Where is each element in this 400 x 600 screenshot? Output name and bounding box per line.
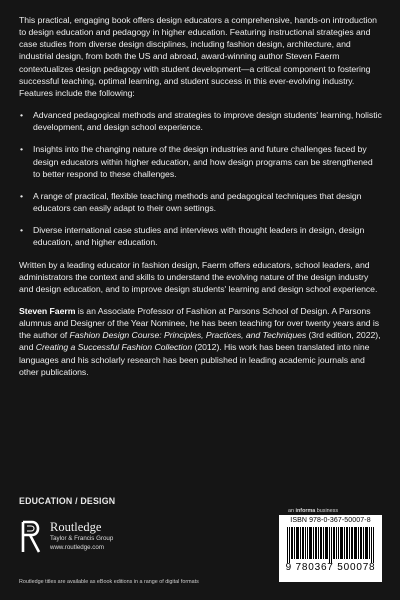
author-bio (19, 305, 382, 378)
feature-item (19, 143, 382, 179)
feature-text: Advanced pedagogical methods and strategies to improve design students' learning, holistic development, and design school experience. (33, 110, 382, 133)
description-intro: This practical, engaging book offers design educators a comprehensive, hands-on introduction to design education and pedagogy in higher education. Featuring instructional strategies and case studies from diverse design disciplines, including fashion design, architecture, and industrial design, from both the US and abroad, award-winning author Steven Faerm contextualizes design pedagogy with student development—a critical component to fostering successful teaching, optimal learning, and student success in this ever-evolving industry. Features include the following: (19, 15, 377, 98)
book-title: Creating a Successful Fashion Collection (35, 342, 193, 353)
book-title: Fashion Design Course: Principles, Practices, and Techniques (69, 330, 307, 341)
routledge-r-logo-icon (19, 520, 45, 554)
publisher-block (19, 520, 169, 560)
informa-brand: informa (295, 508, 316, 514)
publisher-name: Routledge (50, 520, 102, 534)
barcode-number: 9 780367 500078 (285, 562, 376, 573)
book-description (19, 14, 382, 378)
publisher-group: Taylor & Francis Group (50, 535, 114, 542)
feature-text: Insights into the changing nature of the design industries and future challenges faced by design educators within higher education, and how design programs can be strengthened to better respond to these challenges. (33, 144, 373, 179)
feature-item (19, 224, 382, 248)
author-name: Steven Faerm (19, 305, 76, 316)
bullet-icon: • (20, 144, 23, 155)
bullet-icon: • (20, 225, 23, 236)
business-prefix: an (288, 508, 296, 514)
bullet-icon: • (20, 190, 23, 201)
business-suffix: business (315, 508, 339, 514)
subject-category: EDUCATION / DESIGN (19, 496, 116, 506)
feature-text: A range of practical, flexible teaching methods and pedagogical techniques that design educators can easily adapt to their own settings. (33, 190, 362, 214)
feature-list (19, 109, 382, 248)
description-closing: Written by a leading educator in fashion design, Faerm offers educators, school leaders, and administrators the context and skills to understand the evolving nature of the design industry and design education, and to improve design students' learning and design school experience. (19, 259, 378, 294)
publisher-url: www.routledge.com (50, 544, 104, 551)
bullet-icon: • (20, 110, 23, 121)
author-bio-text: (3rd edition, 2022), and (19, 330, 381, 353)
feature-item (19, 190, 382, 214)
author-bio-text: is an Associate Professor of Fashion at Parsons School of Design. A Parsons alumnus and Designer of the Year Nominee, he has been teaching for over twenty years and is the author of (19, 305, 380, 341)
informa-business-line (288, 508, 338, 514)
isbn-label: ISBN 978-0-367-50007-8 (290, 517, 371, 524)
feature-item (19, 109, 382, 133)
isbn-barcode (279, 515, 382, 582)
ebook-footnote: Routledge titles are available as eBook editions in a range of digital formats (19, 579, 199, 585)
author-bio-text: (2012). His work has been translated into nine languages and his scholarly research has been published in leading academic journals and other publications. (19, 342, 370, 377)
feature-text: Diverse international case studies and interviews with thought leaders in design, design education, and higher education. (33, 225, 365, 248)
